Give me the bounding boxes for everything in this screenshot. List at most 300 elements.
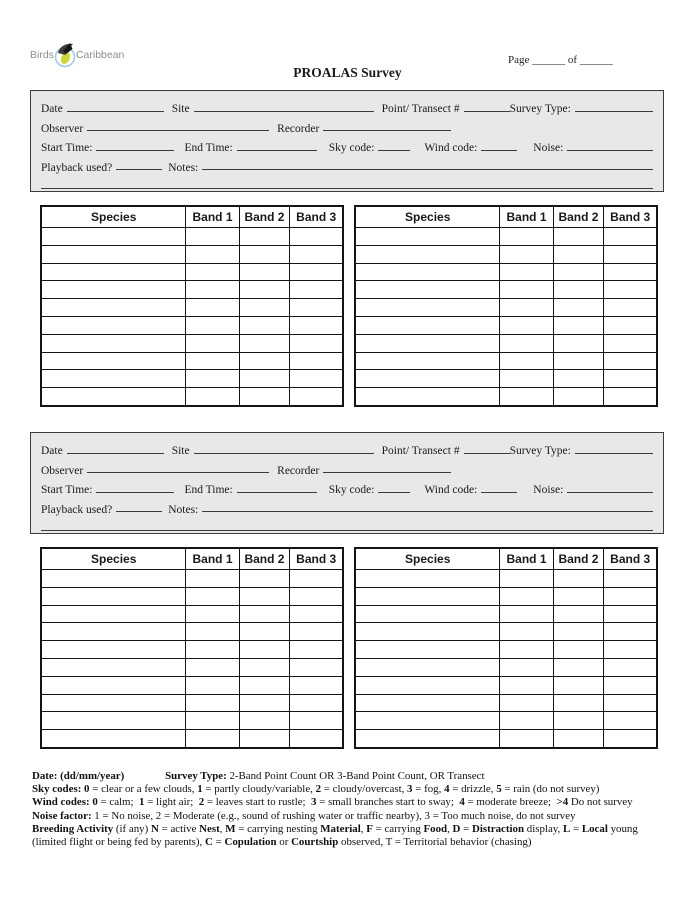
band1-cell: [186, 245, 239, 263]
empty-species-row: [355, 623, 657, 641]
species-cell: [41, 370, 186, 388]
noise-label: Noise:: [533, 484, 564, 497]
band1-cell: [500, 587, 553, 605]
band3-cell: [290, 245, 343, 263]
band3-cell: [604, 388, 657, 406]
band2-cell: [239, 316, 290, 334]
band2-cell: [239, 676, 290, 694]
species-cell: [355, 730, 500, 748]
form-line-observer: [41, 457, 653, 476]
empty-species-row: [355, 658, 657, 676]
band1-cell: [186, 570, 239, 588]
band2-cell: [239, 334, 290, 352]
form-line-playback-notes: [41, 496, 653, 515]
observer-label: Observer: [41, 122, 84, 135]
band1-cell: [500, 228, 553, 246]
band2-cell: [553, 388, 604, 406]
band3-cell: [604, 623, 657, 641]
recorder-blank: [323, 130, 451, 131]
notes-continuation-blank: [41, 530, 653, 531]
noise-blank: [567, 492, 653, 493]
band3-cell: [290, 334, 343, 352]
species-cell: [41, 676, 186, 694]
band1-cell: [500, 334, 553, 352]
band1-header: Band 1: [186, 206, 239, 228]
band3-cell: [604, 245, 657, 263]
band1-cell: [186, 263, 239, 281]
band2-cell: [553, 676, 604, 694]
band1-cell: [186, 712, 239, 730]
end-time-blank: [237, 150, 317, 151]
band3-cell: [290, 370, 343, 388]
band2-cell: [553, 299, 604, 317]
survey-header-box-1: [30, 90, 664, 192]
recorder-blank: [323, 472, 451, 473]
start-time-blank: [96, 150, 174, 151]
band3-header: Band 3: [290, 206, 343, 228]
empty-species-row: [41, 370, 343, 388]
table-header-row: [355, 548, 657, 570]
species-cell: [355, 676, 500, 694]
band2-cell: [553, 334, 604, 352]
empty-species-row: [355, 263, 657, 281]
band1-header: Band 1: [500, 206, 553, 228]
band2-header: Band 2: [553, 548, 604, 570]
empty-species-row: [355, 228, 657, 246]
band3-cell: [290, 228, 343, 246]
band2-cell: [553, 228, 604, 246]
empty-species-row: [41, 712, 343, 730]
band2-cell: [553, 623, 604, 641]
band1-cell: [186, 281, 239, 299]
band2-cell: [553, 694, 604, 712]
species-cell: [41, 570, 186, 588]
page-title: PROALAS Survey: [293, 65, 402, 80]
empty-species-row: [41, 334, 343, 352]
site-label: Site: [171, 445, 190, 458]
band2-cell: [553, 605, 604, 623]
band2-cell: [553, 316, 604, 334]
band1-cell: [500, 676, 553, 694]
species-table-1-right: [354, 205, 658, 407]
band2-cell: [553, 712, 604, 730]
start-time-label: Start Time:: [41, 484, 93, 497]
empty-species-row: [355, 316, 657, 334]
species-table-2-right: [354, 547, 658, 749]
band3-cell: [604, 263, 657, 281]
band1-cell: [500, 641, 553, 659]
notes-label: Notes:: [168, 503, 199, 516]
empty-species-row: [41, 676, 343, 694]
band1-cell: [186, 388, 239, 406]
band1-cell: [186, 587, 239, 605]
band3-cell: [604, 641, 657, 659]
band3-cell: [604, 281, 657, 299]
band2-cell: [239, 658, 290, 676]
species-table-1-left: [40, 205, 344, 407]
band2-cell: [239, 370, 290, 388]
empty-species-row: [41, 388, 343, 406]
band1-cell: [186, 658, 239, 676]
band1-cell: [500, 281, 553, 299]
point-transect-blank: [464, 453, 510, 454]
band3-cell: [290, 694, 343, 712]
empty-species-row: [355, 281, 657, 299]
band1-cell: [500, 352, 553, 370]
band2-header: Band 2: [553, 206, 604, 228]
codes-legend: [32, 770, 666, 849]
band2-cell: [239, 605, 290, 623]
band1-cell: [500, 730, 553, 748]
band2-header: Band 2: [239, 548, 290, 570]
band3-cell: [290, 712, 343, 730]
empty-species-row: [355, 587, 657, 605]
species-cell: [355, 712, 500, 730]
empty-species-row: [41, 245, 343, 263]
empty-species-row: [41, 694, 343, 712]
band3-cell: [604, 694, 657, 712]
band2-cell: [553, 245, 604, 263]
form-line-playback-notes: [41, 154, 653, 173]
band3-cell: [290, 623, 343, 641]
species-cell: [355, 623, 500, 641]
band2-cell: [239, 352, 290, 370]
recorder-label: Recorder: [277, 464, 320, 477]
species-header: Species: [355, 206, 500, 228]
band2-cell: [239, 623, 290, 641]
band3-cell: [290, 676, 343, 694]
band3-cell: [290, 658, 343, 676]
species-cell: [355, 388, 500, 406]
band2-header: Band 2: [239, 206, 290, 228]
band2-cell: [553, 281, 604, 299]
empty-species-row: [41, 352, 343, 370]
band2-cell: [239, 299, 290, 317]
empty-species-row: [41, 263, 343, 281]
band3-cell: [290, 641, 343, 659]
date-label: Date: [41, 445, 63, 458]
band1-cell: [500, 388, 553, 406]
band3-header: Band 3: [290, 548, 343, 570]
empty-species-row: [41, 228, 343, 246]
band3-cell: [604, 370, 657, 388]
empty-species-row: [355, 676, 657, 694]
band1-cell: [186, 316, 239, 334]
band1-cell: [500, 605, 553, 623]
legend-date-survey-type: Date: (dd/mm/year) Survey Type: 2-Band Point Count OR 3-Band Point Count, OR Transect: [32, 770, 485, 782]
species-cell: [355, 587, 500, 605]
species-cell: [355, 605, 500, 623]
band1-cell: [186, 352, 239, 370]
empty-species-row: [355, 334, 657, 352]
band1-cell: [500, 245, 553, 263]
band1-cell: [186, 228, 239, 246]
observer-label: Observer: [41, 464, 84, 477]
logo-text-caribbean: Caribbean: [75, 49, 125, 61]
species-cell: [41, 316, 186, 334]
band1-cell: [500, 370, 553, 388]
empty-species-row: [355, 641, 657, 659]
form-line-date-site: [41, 438, 653, 457]
date-blank: [67, 453, 164, 454]
survey-type-blank: [575, 453, 653, 454]
band2-cell: [239, 730, 290, 748]
wind-code-blank: [481, 492, 517, 493]
survey-type-label: Survey Type:: [509, 103, 571, 116]
band3-cell: [604, 228, 657, 246]
empty-species-row: [355, 370, 657, 388]
survey-type-label: Survey Type:: [509, 445, 571, 458]
empty-species-row: [355, 694, 657, 712]
notes-continuation-blank: [41, 188, 653, 189]
band3-header: Band 3: [604, 548, 657, 570]
form-line-times-codes: [41, 135, 653, 154]
band2-cell: [239, 281, 290, 299]
band1-cell: [500, 658, 553, 676]
survey-type-blank: [575, 111, 653, 112]
empty-species-row: [355, 730, 657, 748]
species-cell: [355, 352, 500, 370]
band1-cell: [500, 694, 553, 712]
band3-cell: [604, 316, 657, 334]
species-cell: [41, 334, 186, 352]
species-cell: [355, 694, 500, 712]
table-header-row: [41, 548, 343, 570]
band2-cell: [553, 370, 604, 388]
date-blank: [67, 111, 164, 112]
legend-breeding-activity: Breeding Activity (if any) N = active Nest, M = carrying nesting Material, F = carrying Food, D = Distraction display, L = Local young (limited flight or being fed by parents), C = Copulation or Courtship observed, T = Territorial behavior (chasing): [32, 822, 638, 849]
species-cell: [41, 694, 186, 712]
band1-header: Band 1: [500, 548, 553, 570]
table-header-row: [355, 206, 657, 228]
band3-cell: [604, 352, 657, 370]
band2-cell: [553, 352, 604, 370]
band2-cell: [239, 570, 290, 588]
species-cell: [41, 281, 186, 299]
band3-cell: [604, 730, 657, 748]
species-cell: [41, 712, 186, 730]
band2-cell: [553, 641, 604, 659]
species-cell: [355, 263, 500, 281]
species-cell: [41, 263, 186, 281]
species-table-2-left: [40, 547, 344, 749]
band3-cell: [290, 352, 343, 370]
form-line-notes-continued: [41, 516, 653, 535]
noise-label: Noise:: [533, 142, 564, 155]
species-cell: [355, 245, 500, 263]
species-cell: [41, 641, 186, 659]
wind-code-label: Wind code:: [424, 484, 478, 497]
band3-cell: [604, 299, 657, 317]
band3-cell: [604, 570, 657, 588]
band2-cell: [239, 587, 290, 605]
band2-cell: [553, 587, 604, 605]
empty-species-row: [41, 587, 343, 605]
species-cell: [41, 587, 186, 605]
band2-cell: [239, 641, 290, 659]
band1-cell: [186, 334, 239, 352]
sky-code-label: Sky code:: [328, 142, 375, 155]
band1-cell: [186, 370, 239, 388]
empty-species-row: [41, 623, 343, 641]
band3-cell: [290, 388, 343, 406]
band1-cell: [500, 570, 553, 588]
band2-cell: [553, 658, 604, 676]
band2-cell: [553, 263, 604, 281]
empty-species-row: [41, 605, 343, 623]
band1-cell: [186, 605, 239, 623]
band2-cell: [239, 228, 290, 246]
legend-sky-codes: Sky codes: 0 = clear or a few clouds, 1 = partly cloudy/variable, 2 = cloudy/overcast, 3 = fog, 4 = drizzle, 5 = rain (do not survey): [32, 783, 600, 796]
sky-code-blank: [378, 150, 410, 151]
species-cell: [355, 641, 500, 659]
date-label: Date: [41, 103, 63, 116]
point-transect-label: Point/ Transect #: [381, 445, 460, 458]
band2-cell: [239, 694, 290, 712]
end-time-blank: [237, 492, 317, 493]
form-line-date-site: [41, 96, 653, 115]
band1-cell: [500, 623, 553, 641]
band2-cell: [239, 245, 290, 263]
band3-cell: [290, 587, 343, 605]
band2-cell: [553, 730, 604, 748]
species-cell: [355, 299, 500, 317]
species-cell: [355, 334, 500, 352]
site-label: Site: [171, 103, 190, 116]
species-header: Species: [355, 548, 500, 570]
wind-code-label: Wind code:: [424, 142, 478, 155]
band3-cell: [290, 605, 343, 623]
species-header: Species: [41, 206, 186, 228]
form-line-notes-continued: [41, 174, 653, 193]
species-cell: [41, 388, 186, 406]
empty-species-row: [41, 570, 343, 588]
species-cell: [41, 352, 186, 370]
band1-cell: [186, 676, 239, 694]
point-transect-blank: [464, 111, 510, 112]
playback-blank: [116, 169, 162, 170]
band1-cell: [500, 316, 553, 334]
band1-cell: [500, 299, 553, 317]
end-time-label: End Time:: [184, 142, 233, 155]
band3-header: Band 3: [604, 206, 657, 228]
legend-noise-factor: Noise factor: 1 = No noise, 2 = Moderate (e.g., sound of rushing water or traffic nearby), 3 = Too much noise, do not survey: [32, 809, 576, 822]
empty-species-row: [41, 299, 343, 317]
empty-species-row: [355, 299, 657, 317]
band2-cell: [553, 570, 604, 588]
survey-header-box-2: [30, 432, 664, 534]
species-cell: [355, 228, 500, 246]
species-cell: [355, 281, 500, 299]
notes-blank: [202, 169, 653, 170]
empty-species-row: [355, 245, 657, 263]
start-time-blank: [96, 492, 174, 493]
species-cell: [355, 570, 500, 588]
band2-cell: [239, 388, 290, 406]
species-cell: [41, 228, 186, 246]
empty-species-row: [41, 730, 343, 748]
band1-cell: [500, 712, 553, 730]
species-cell: [41, 299, 186, 317]
playback-label: Playback used?: [41, 503, 113, 516]
empty-species-row: [355, 712, 657, 730]
species-cell: [41, 245, 186, 263]
empty-species-row: [355, 570, 657, 588]
empty-species-row: [355, 605, 657, 623]
form-line-observer: [41, 115, 653, 134]
band1-cell: [500, 263, 553, 281]
band3-cell: [604, 676, 657, 694]
band3-cell: [290, 263, 343, 281]
species-cell: [41, 605, 186, 623]
band1-header: Band 1: [186, 548, 239, 570]
species-cell: [355, 370, 500, 388]
sky-code-blank: [378, 492, 410, 493]
band1-cell: [186, 730, 239, 748]
empty-species-row: [41, 281, 343, 299]
site-blank: [194, 453, 374, 454]
end-time-label: End Time:: [184, 484, 233, 497]
legend-wind-codes: Wind codes: 0 = calm; 1 = light air; 2 = leaves start to rustle; 3 = small branches start to sway; 4 = moderate breeze; >4 Do not survey: [32, 796, 633, 809]
empty-species-row: [41, 641, 343, 659]
logo-text-birds: Birds: [30, 49, 54, 61]
species-cell: [355, 316, 500, 334]
band3-cell: [290, 299, 343, 317]
band3-cell: [604, 587, 657, 605]
band2-cell: [239, 712, 290, 730]
band1-cell: [186, 299, 239, 317]
notes-label: Notes:: [168, 161, 199, 174]
band3-cell: [604, 712, 657, 730]
site-blank: [194, 111, 374, 112]
species-cell: [41, 623, 186, 641]
empty-species-row: [41, 316, 343, 334]
band3-cell: [604, 605, 657, 623]
species-cell: [41, 658, 186, 676]
playback-blank: [116, 511, 162, 512]
point-transect-label: Point/ Transect #: [381, 103, 460, 116]
band3-cell: [604, 658, 657, 676]
species-cell: [41, 730, 186, 748]
band3-cell: [290, 730, 343, 748]
band1-cell: [186, 694, 239, 712]
wind-code-blank: [481, 150, 517, 151]
species-header: Species: [41, 548, 186, 570]
form-line-times-codes: [41, 477, 653, 496]
species-tables-row-2: [40, 547, 658, 749]
observer-blank: [87, 472, 269, 473]
band1-cell: [186, 641, 239, 659]
band1-cell: [186, 623, 239, 641]
band3-cell: [290, 570, 343, 588]
page-number: Page ______ of ______: [508, 54, 613, 66]
observer-blank: [87, 130, 269, 131]
table-header-row: [41, 206, 343, 228]
noise-blank: [567, 150, 653, 151]
empty-species-row: [41, 658, 343, 676]
empty-species-row: [355, 388, 657, 406]
band3-cell: [604, 334, 657, 352]
species-tables-row-1: [40, 205, 658, 407]
start-time-label: Start Time:: [41, 142, 93, 155]
band3-cell: [290, 316, 343, 334]
species-cell: [355, 658, 500, 676]
band3-cell: [290, 281, 343, 299]
band2-cell: [239, 263, 290, 281]
playback-label: Playback used?: [41, 161, 113, 174]
sky-code-label: Sky code:: [328, 484, 375, 497]
empty-species-row: [355, 352, 657, 370]
